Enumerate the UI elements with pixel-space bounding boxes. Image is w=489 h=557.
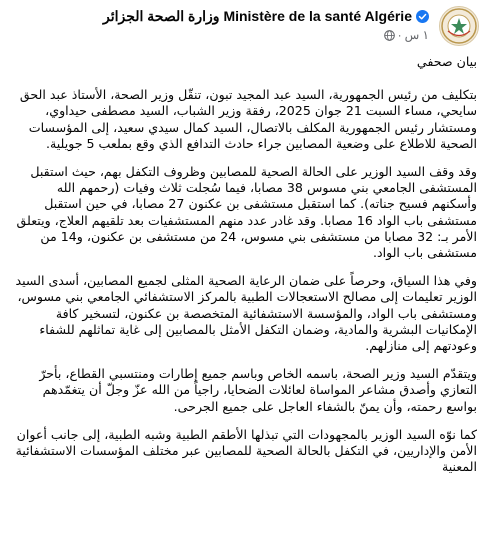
page-name[interactable]: Ministère de la santé Algérie وزارة الصحة الجزائر bbox=[102, 8, 412, 24]
post-paragraph: وقد وقف السيد الوزير على الحالة الصحية للمصابين وظروف التكفل بهم، حيث استقبل المستشفى الجامعي بني مسوس 38 مصابا، فيما سُجلت ثلاث وفيات (رحمهم الله وأسكنهم فسيح جناته). كما استقبل مستشفى بن عكنون 27 مصابا، في حين استقبل مستشفى باب الواد 16 مصابا. وقد غادر عدد منهم المستشفيات بعد تلقيهم العلاج، ويتعلق الأمر بـ: 32 مصابا من مستشفى بني مسوس، 24 من مستشفى بن عكنون، و14 من مستشفى باب الواد. bbox=[16, 164, 477, 261]
meta-separator: · bbox=[397, 28, 402, 42]
globe-icon bbox=[384, 30, 395, 44]
post-paragraph: وفي هذا السياق، وحرصاً على ضمان الرعاية الصحية المثلى لجميع المصابين، أسدى السيد الوزير تعليمات إلى مصالح الاستعجالات الطبية بالمركز الاستشفائي الجامعي بني مسوس، ومستشفى باب الواد، والمؤسسة الاستشفائية المتخصصة بن عكنون، لتسخير كافة الإمكانيات البشرية والمادية، وضمان التكفل الأمثل بالمصابين إلى غاية تماثلهم للشفاء وعودتهم إلى منازلهم. bbox=[15, 273, 477, 354]
post-paragraph: كما نوّه السيد الوزير بالمجهودات التي تبذلها الأطقم الطبية وشبه الطبية، إلى جانب أعوان الأمن والإداريين، في التكفل بالحالة الصحية للمصابين عبر مختلف المؤسسات الاستشفائية المعنية bbox=[15, 426, 477, 475]
post-body bbox=[8, 54, 477, 487]
post-paragraph: ويتقدّم السيد وزير الصحة، باسمه الخاص وباسم جميع إطارات ومنتسبي القطاع، بأحرّ التعازي وأصدق مشاعر المواساة لعائلات الضحايا، راجياً من الله عزّ وجلّ أن يتغمّدهم بواسع رحمته، وأن يمنّ بالشفاء العاجل على جميع الجرحى. bbox=[39, 366, 477, 414]
post-title: بيان صحفي bbox=[416, 54, 477, 69]
ministry-emblem-icon bbox=[440, 7, 478, 45]
post-time[interactable]: ١ س bbox=[404, 28, 429, 42]
verified-badge-icon bbox=[416, 10, 429, 26]
post-paragraph: بتكليف من رئيس الجمهورية، السيد عبد المجيد تبون، تنقّل وزير الصحة، الأستاذ عبد الحق سايحي، مساء السبت 21 جوان 2025، رفقة وزير الشباب، السيد مصطفى حيداوي، ومستشار رئيس الجمهورية المكلف بالاتصال، السيد كمال سيدي سعيد، إلى المؤسسات الصحية للاطلاع على وضعية المصابين جراء حادث التدافع الذي وقع بملعب 5 جويلية. bbox=[19, 87, 477, 151]
page-name-row bbox=[103, 8, 429, 26]
post-header bbox=[10, 6, 479, 46]
post-meta bbox=[381, 28, 429, 44]
page-avatar[interactable] bbox=[439, 6, 479, 46]
